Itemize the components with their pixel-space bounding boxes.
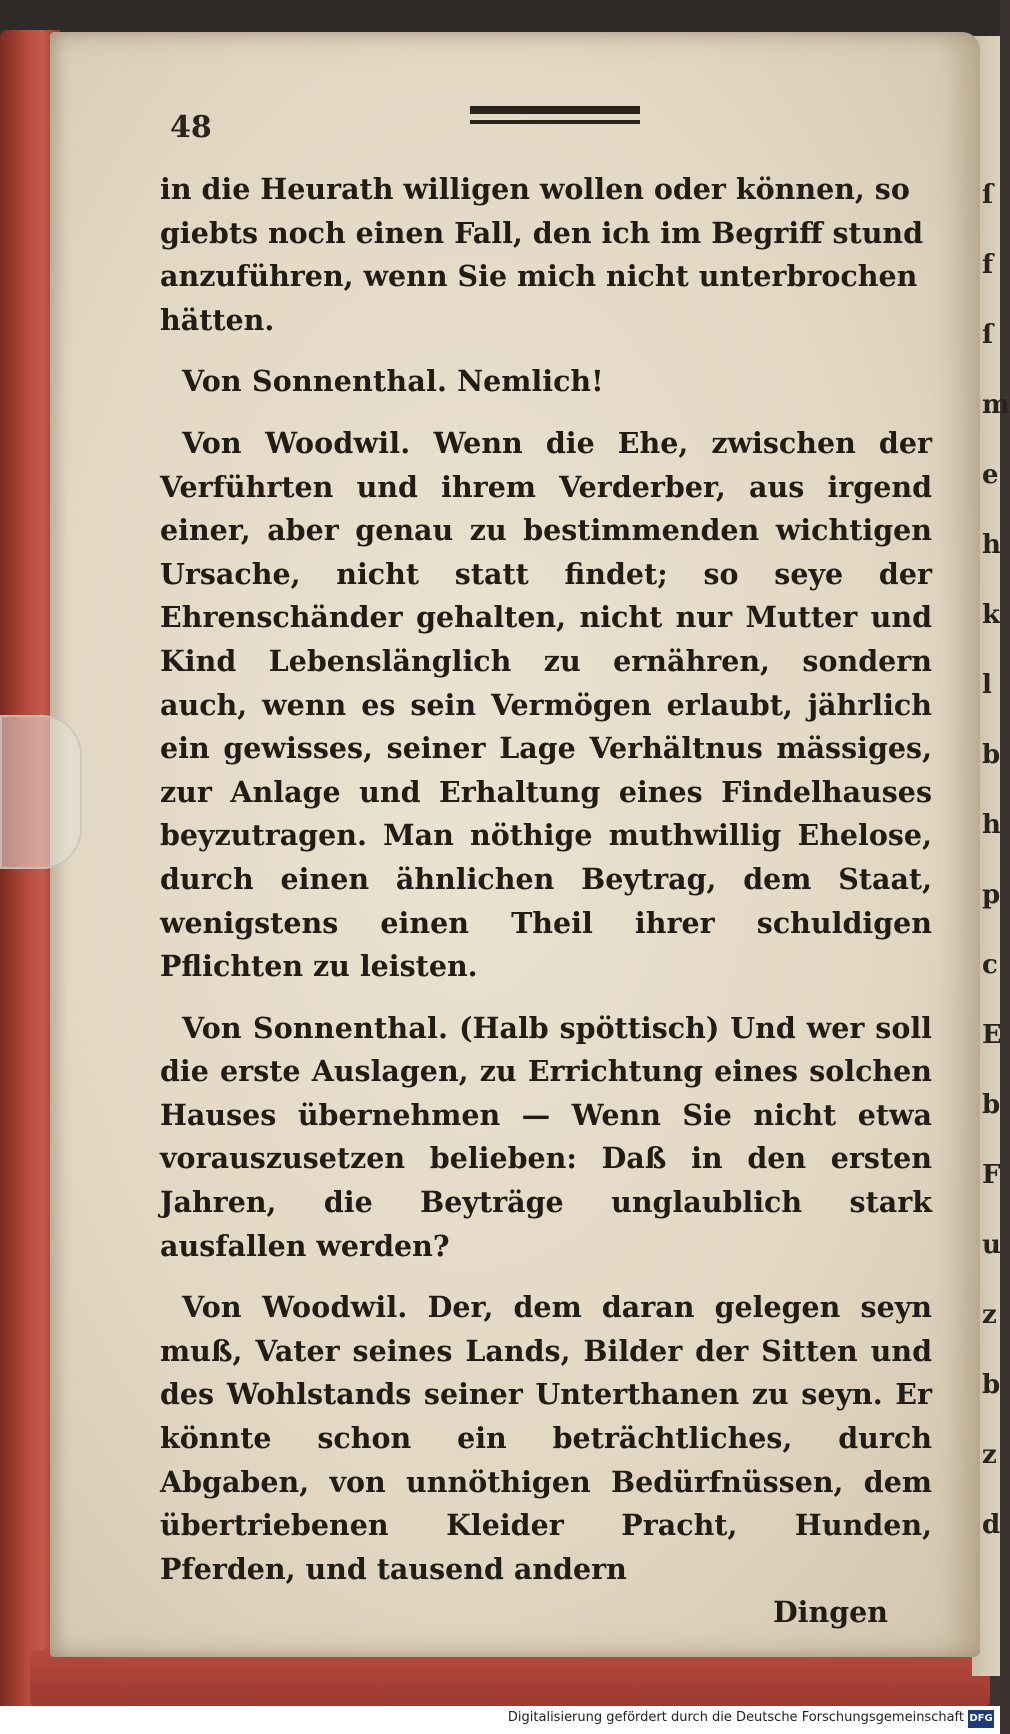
next-page-fragment: f: [982, 250, 994, 280]
next-page-fragment: z: [982, 1300, 997, 1330]
next-page-fragment: h: [982, 810, 1001, 840]
next-page-fragment: ſ: [982, 320, 994, 350]
dialogue-paragraph: [160, 360, 932, 404]
dfg-logo-icon: DFG: [968, 1710, 994, 1728]
footer-bar: [0, 1706, 1000, 1734]
book-edge-bottom: [30, 1650, 990, 1710]
text-line: giebts noch einen Fall, den ich im Begriff stund: [160, 215, 924, 250]
dialogue-paragraph: [160, 1007, 932, 1269]
header-rule: [470, 106, 640, 128]
dialogue-text: Nemlich!: [457, 364, 604, 399]
dialogue-paragraph: [160, 1286, 932, 1591]
bookmark-tab: [0, 715, 82, 869]
text-line: anzuführen, wenn Sie mich nicht unterbrochen: [160, 259, 918, 294]
catchword: Dingen: [772, 1595, 888, 1630]
speaker-name: Von Sonnenthal.: [182, 1010, 449, 1045]
next-page-fragment: E: [982, 1020, 1002, 1050]
dialogue-text: Wenn die Ehe, zwischen der Verführten und ihrem Verderber, aus irgend einer, aber genau zu bestimmenden wichtigen Ursache, nicht statt findet; so seye der Ehrenschänder gehalten, nicht nur Mutter und Kind Lebenslänglich zu ernähren, sondern auch, wenn es sein Vermögen erlaubt, jährlich ein gewisses, seiner Lage Verhältnus mässiges, zur Anlage und Erhaltung eines Findelhauses beyzutragen. Man nöthige muthwillig Ehelose, durch einen ähnlichen Beytrag, dem Staat, wenigstens einen Theil ihrer schuldigen Pflichten zu leisten.: [160, 425, 932, 984]
next-page-fragment: u: [982, 1230, 1001, 1260]
next-page-fragment: b: [982, 1090, 1001, 1120]
next-page-fragment: c: [982, 950, 998, 980]
next-page-fragment: ſ: [982, 180, 994, 210]
next-page-fragment: k: [982, 600, 1001, 630]
speaker-name: Von Woodwil.: [182, 425, 411, 460]
next-page-fragment: e: [982, 460, 999, 490]
speaker-name: Von Sonnenthal.: [182, 364, 448, 399]
text-line: hätten.: [160, 302, 275, 337]
next-page-fragment: z: [982, 1440, 997, 1470]
speaker-name: Von Woodwil.: [182, 1290, 408, 1325]
next-page-fragment: b: [982, 1370, 1001, 1400]
dialogue-text: Der, dem daran gelegen seyn muß, Vater seines Lands, Bilder der Sitten und des Wohlstands seiner Unterthanen zu seyn. Er könnte schon ein beträchtliches, durch Abgaben, von unnöthigen Bedürfnüssen, dem übertriebenen Kleider Pracht, Hunden, Pferden, und tausend andern: [160, 1290, 932, 1586]
page-number: 48: [170, 110, 212, 145]
text-line: in die Heurath willigen wollen oder können, so: [160, 172, 910, 206]
dialogue-paragraph: [160, 422, 932, 989]
next-page-fragment: m: [982, 390, 1010, 420]
page-body: [160, 168, 932, 1635]
dialogue-text: (Halb spöttisch) Und wer soll die erste Auslagen, zu Errichtung eines solchen Hauses übernehmen — Wenn Sie nicht etwa vorauszusetzen belieben: Daß in den ersten Jahren, die Beyträge unglaublich stark ausfallen werden?: [160, 1010, 932, 1263]
next-page-fragment: b: [982, 740, 1001, 770]
footer-credit: Digitalisierung gefördert durch die Deutsche Forschungsgemeinschaft: [507, 1710, 964, 1725]
next-page-fragment: l: [982, 670, 992, 700]
next-page-fragment: p: [982, 880, 1001, 910]
next-page-fragment: h: [982, 530, 1001, 560]
next-page-fragment: F: [982, 1160, 1001, 1190]
next-page-fragment: d: [982, 1510, 1001, 1540]
